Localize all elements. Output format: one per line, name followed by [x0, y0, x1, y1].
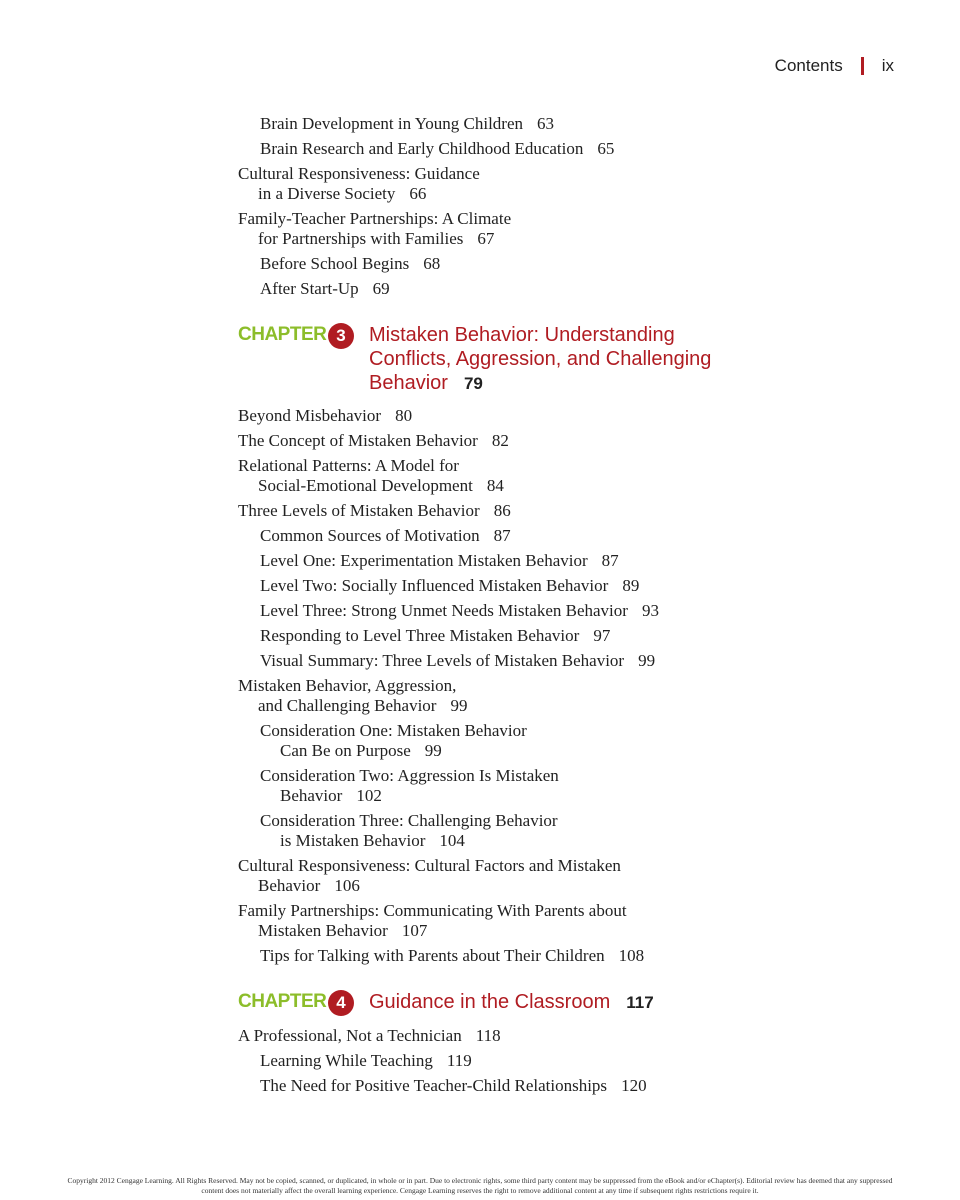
chapter-title-text: Guidance in the Classroom [369, 991, 611, 1013]
copyright-line: Copyright 2012 Cengage Learning. All Rights Reserved. May not be copied, scanned, or duplicated, in whole or in part. Due to electronic rights, some third party content may be suppressed from the eBook and/or eChapter(s). Editorial review has deemed that any suppressed [67, 1176, 893, 1185]
toc-entry-page-number: 118 [475, 1026, 501, 1045]
toc-entry-page-number: 97 [593, 626, 611, 645]
toc-entry-title-text: Beyond Misbehavior [238, 406, 382, 425]
chapter-number-badge: 4 [328, 990, 354, 1016]
chapter-4-heading [238, 990, 838, 1016]
toc-entry-title [260, 626, 838, 646]
toc-entry-title-text: Mistaken Behavior [258, 921, 388, 940]
chapter-title-text: Mistaken Behavior: Understanding Conflicts, Aggression, and Challenging Behavior [369, 324, 712, 394]
toc-entry [238, 114, 838, 134]
toc-entry-title [260, 786, 838, 806]
toc-entry-title-text: Behavior [258, 876, 321, 895]
toc-entry [238, 721, 838, 761]
toc-entry-title: Family Partnerships: Communicating With Parents about [238, 901, 627, 920]
toc-entry-title: Cultural Responsiveness: Guidance [238, 164, 480, 183]
toc-entry-page-number: 67 [477, 229, 495, 248]
toc-entry-page-number: 87 [493, 526, 511, 545]
toc-entry [238, 431, 838, 451]
toc-entry-title [260, 254, 838, 274]
toc-entry-title [260, 946, 838, 966]
toc-entry-title-text: Learning While Teaching [260, 1051, 433, 1070]
toc-entry-title-text: A Professional, Not a Technician [238, 1026, 462, 1045]
toc-entry-title-text: Behavior [280, 786, 343, 805]
toc-entry-page-number: 108 [618, 946, 645, 965]
chapter-page-number: 117 [626, 993, 654, 1012]
toc-entry-title [260, 279, 838, 299]
toc-entry [238, 139, 838, 159]
toc-entry-title-text: for Partnerships with Families [258, 229, 464, 248]
running-head [775, 56, 894, 76]
toc-entry [238, 1051, 838, 1071]
toc-entry-title-text: Before School Begins [260, 254, 410, 273]
toc-entry-page-number: 82 [491, 431, 509, 450]
toc-entry-title-text: Brain Research and Early Childhood Education [260, 139, 584, 158]
toc-entry-title-text: Three Levels of Mistaken Behavior [238, 501, 480, 520]
toc-entry [238, 651, 838, 671]
toc-entry [238, 676, 838, 716]
toc-entry-title [238, 696, 838, 716]
toc-entry-page-number: 89 [622, 576, 640, 595]
toc-entry-page-number: 68 [423, 254, 441, 273]
chapter-title [369, 990, 654, 1015]
toc-entry [238, 626, 838, 646]
toc-entry-page-number: 104 [439, 831, 465, 850]
toc-entry-page-number: 63 [537, 114, 555, 133]
toc-entry-title [260, 526, 838, 546]
toc-entry-title: Consideration One: Mistaken Behavior [260, 721, 527, 740]
chapter-page-number: 79 [463, 374, 483, 393]
toc-section-chapter-4 [238, 1026, 838, 1096]
toc-entry-title [260, 741, 838, 761]
toc-entry-title [238, 431, 838, 451]
toc-entry [238, 406, 838, 426]
toc-entry-title [260, 1076, 838, 1096]
toc-entry [238, 601, 838, 621]
toc-entry-title-text: in a Diverse Society [258, 184, 396, 203]
chapter-number-badge: 3 [328, 323, 354, 349]
table-of-contents [238, 114, 838, 1101]
toc-entry [238, 164, 838, 204]
toc-entry [238, 901, 838, 941]
toc-entry-page-number: 66 [409, 184, 427, 203]
toc-entry-page-number: 99 [424, 741, 442, 760]
toc-entry-page-number: 107 [401, 921, 428, 940]
toc-entry [238, 1076, 838, 1096]
toc-entry-title-text: Brain Development in Young Children [260, 114, 524, 133]
toc-entry [238, 766, 838, 806]
toc-entry-page-number: 99 [638, 651, 656, 670]
toc-entry-title [238, 406, 838, 426]
toc-entry [238, 526, 838, 546]
toc-entry [238, 946, 838, 966]
toc-entry-page-number: 80 [395, 406, 413, 425]
toc-entry-page-number: 120 [621, 1076, 647, 1095]
toc-entry-title-text: Tips for Talking with Parents about Their Children [260, 946, 605, 965]
toc-entry [238, 811, 838, 851]
toc-entry-title [260, 139, 838, 159]
toc-entry-title-text: After Start-Up [260, 279, 359, 298]
toc-entry-title [238, 476, 838, 496]
toc-entry [238, 856, 838, 896]
toc-entry-title [260, 601, 838, 621]
toc-entry-title [260, 114, 838, 134]
toc-entry-title-text: Common Sources of Motivation [260, 526, 480, 545]
chapter-label: CHAPTER [238, 324, 327, 345]
toc-entry-title-text: The Concept of Mistaken Behavior [238, 431, 478, 450]
toc-entry-title-text: and Challenging Behavior [258, 696, 437, 715]
running-head-divider [861, 57, 864, 75]
toc-entry-title: Consideration Two: Aggression Is Mistaken [260, 766, 559, 785]
toc-entry-title [260, 576, 838, 596]
toc-entry-title: Family-Teacher Partnerships: A Climate [238, 209, 512, 228]
toc-entry-page-number: 86 [493, 501, 511, 520]
toc-entry-title [260, 551, 838, 571]
toc-entry [238, 501, 838, 521]
toc-entry-title-text: is Mistaken Behavior [280, 831, 426, 850]
toc-entry-title-text: Level Two: Socially Influenced Mistaken Behavior [260, 576, 609, 595]
toc-entry [238, 1026, 838, 1046]
chapter-3-heading [238, 323, 838, 396]
copyright-notice [0, 1176, 960, 1196]
running-head-page-number: ix [881, 56, 894, 75]
toc-section-chapter-3 [238, 406, 838, 966]
toc-entry-title: Cultural Responsiveness: Cultural Factors and Mistaken [238, 856, 621, 875]
toc-entry-title-text: Level Three: Strong Unmet Needs Mistaken Behavior [260, 601, 628, 620]
toc-entry-title-text: Social-Emotional Development [258, 476, 473, 495]
chapter-label: CHAPTER [238, 991, 327, 1012]
toc-entry [238, 456, 838, 496]
toc-entry-page-number: 87 [601, 551, 619, 570]
toc-section-chapter-2-continued [238, 114, 838, 299]
toc-entry-title [238, 501, 838, 521]
toc-entry [238, 279, 838, 299]
toc-entry-page-number: 106 [334, 876, 360, 895]
chapter-title [369, 323, 719, 396]
toc-entry-title [238, 184, 838, 204]
toc-entry-title: Consideration Three: Challenging Behavior [260, 811, 558, 830]
toc-entry-title-text: Can Be on Purpose [280, 741, 411, 760]
copyright-line: content does not materially affect the overall learning experience. Cengage Learning reserves the right to remove additional content at any time if subsequent rights restrictions require it. [201, 1186, 759, 1195]
toc-entry-title [238, 1026, 838, 1046]
toc-entry-title-text: Visual Summary: Three Levels of Mistaken Behavior [260, 651, 625, 670]
toc-entry-page-number: 65 [597, 139, 615, 158]
toc-entry [238, 551, 838, 571]
toc-entry-title [238, 921, 838, 941]
toc-entry-title: Mistaken Behavior, Aggression, [238, 676, 457, 695]
toc-entry-page-number: 119 [446, 1051, 472, 1070]
toc-entry-title: Relational Patterns: A Model for [238, 456, 459, 475]
toc-entry-title-text: Responding to Level Three Mistaken Behavior [260, 626, 580, 645]
toc-entry-title-text: The Need for Positive Teacher-Child Relationships [260, 1076, 608, 1095]
toc-entry [238, 254, 838, 274]
toc-entry [238, 209, 838, 249]
toc-entry-page-number: 102 [356, 786, 382, 805]
toc-entry-title [260, 1051, 838, 1071]
toc-entry-title [260, 831, 838, 851]
toc-entry-page-number: 69 [372, 279, 390, 298]
toc-entry-title [238, 876, 838, 896]
toc-entry-title [238, 229, 838, 249]
toc-entry [238, 576, 838, 596]
toc-entry-title [260, 651, 838, 671]
toc-entry-page-number: 93 [641, 601, 659, 620]
toc-entry-page-number: 99 [450, 696, 468, 715]
toc-entry-page-number: 84 [486, 476, 504, 495]
toc-entry-title-text: Level One: Experimentation Mistaken Behavior [260, 551, 588, 570]
running-head-section: Contents [774, 56, 843, 75]
